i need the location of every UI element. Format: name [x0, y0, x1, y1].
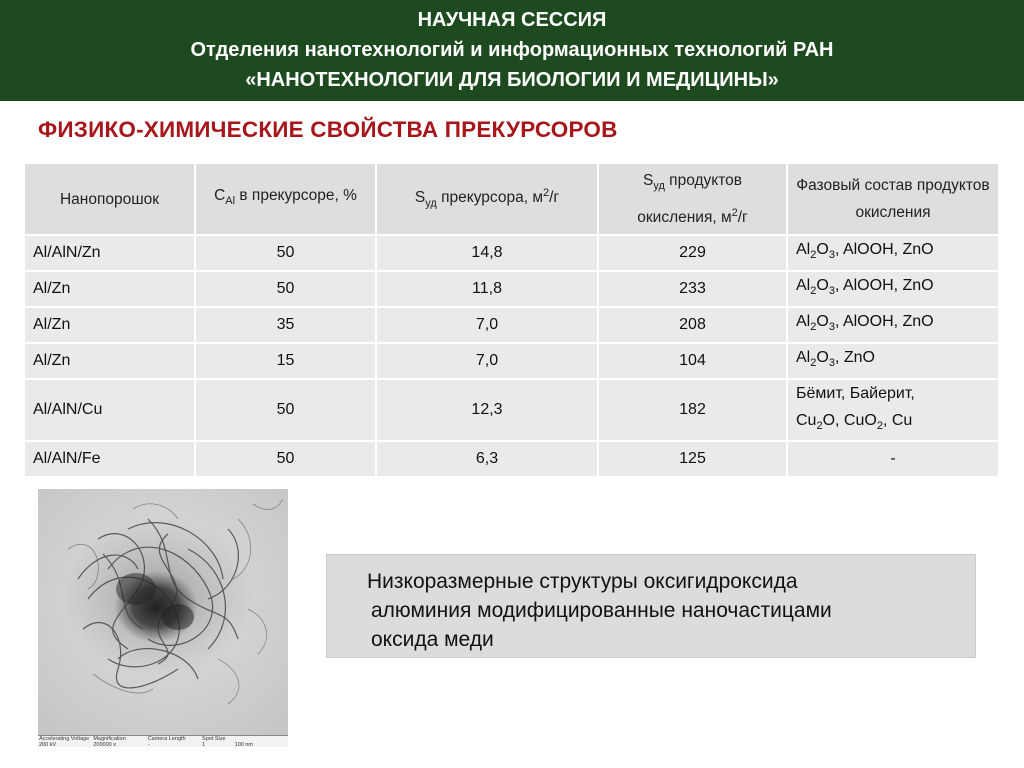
caption-mag-label: Magnification — [93, 736, 126, 742]
table-row — [25, 344, 1000, 380]
cell-powder: Al/AlN/Fe — [25, 442, 196, 478]
cell-powder: Al/Zn — [25, 272, 196, 308]
phase-line-1: Бёмит, Байерит, — [796, 385, 915, 402]
header-phase: Фазовый состав продуктов окисления — [788, 164, 1000, 236]
precursor-properties-table — [25, 164, 1000, 478]
cell-phase: - — [788, 442, 1000, 478]
description-box — [326, 554, 976, 658]
tem-micrograph — [38, 489, 288, 747]
caption-voltage-label: Accelerating Voltage — [39, 736, 90, 742]
cell-phase: $Al_2O_3$, ZnO — [788, 344, 1000, 380]
micrograph-caption — [38, 735, 288, 747]
cell-powder: Al/AlN/Cu — [25, 380, 196, 442]
cell-c-al: 50 — [196, 272, 377, 308]
table-row — [25, 272, 1000, 308]
caption-voltage-value: 200 kV — [39, 741, 57, 747]
cell-s-oxidation: 125 — [599, 442, 788, 478]
cell-s-oxidation: 104 — [599, 344, 788, 380]
cell-c-al: 35 — [196, 308, 377, 344]
phase-line-2: $Cu_2O$, CuO$_2$, Cu — [796, 412, 913, 433]
table-header-row — [25, 164, 1000, 236]
cell-s-oxidation: 233 — [599, 272, 788, 308]
cell-s-precursor: 6,3 — [377, 442, 599, 478]
cell-s-precursor: 12,3 — [377, 380, 599, 442]
slide-title: ФИЗИКО-ХИМИЧЕСКИЕ СВОЙСТВА ПРЕКУРСОРОВ — [38, 117, 618, 142]
cell-s-precursor: 7,0 — [377, 344, 599, 380]
cell-s-oxidation: 229 — [599, 236, 788, 272]
header-s-oxidation: $S_{уд}$ продуктов окисления, $м^2/г$ — [599, 164, 788, 236]
nanostructure-image — [38, 489, 288, 735]
caption-camera-label: Camera Length — [147, 736, 186, 742]
caption-scale-value: 100 nm — [234, 741, 253, 747]
cell-s-oxidation: 182 — [599, 380, 788, 442]
cell-phase: $Al_2O_3$, AlOOH, ZnO — [788, 236, 1000, 272]
cell-s-precursor: 14,8 — [377, 236, 599, 272]
cell-powder: Al/AlN/Zn — [25, 236, 196, 272]
header-powder: Нанопорошок — [25, 164, 196, 236]
description-line-2: алюминия модифицированные наночастицами — [371, 599, 832, 622]
table-row — [25, 308, 1000, 344]
table-row — [25, 236, 1000, 272]
caption-mag-value: 200000 x — [93, 741, 116, 747]
cell-c-al: 50 — [196, 380, 377, 442]
cell-s-precursor: 11,8 — [377, 272, 599, 308]
caption-camera-value: - — [147, 741, 150, 747]
header-c-al: $C_{Al}$ в прекурсоре, % — [196, 164, 377, 236]
caption-spot-value: 1 — [202, 741, 206, 747]
cell-powder: Al/Zn — [25, 308, 196, 344]
cell-powder: Al/Zn — [25, 344, 196, 380]
cell-s-precursor: 7,0 — [377, 308, 599, 344]
table-row — [25, 380, 1000, 442]
cell-phase: $Al_2O_3$, AlOOH, ZnO — [788, 272, 1000, 308]
table-row — [25, 442, 1000, 478]
description-line-1: Низкоразмерные структуры оксигидроксида — [367, 570, 798, 593]
header-line-3: «НАНОТЕХНОЛОГИИ ДЛЯ БИОЛОГИИ И МЕДИЦИНЫ» — [245, 69, 779, 91]
cell-c-al: 50 — [196, 236, 377, 272]
cell-phase: $Al_2O_3$, AlOOH, ZnO — [788, 308, 1000, 344]
cell-phase — [788, 380, 1000, 442]
header-line-1: НАУЧНАЯ СЕССИЯ — [417, 9, 607, 31]
session-header — [0, 0, 1024, 101]
header-line-2: Отделения нанотехнологий и информационных технологий РАН — [190, 39, 834, 61]
cell-c-al: 15 — [196, 344, 377, 380]
cell-s-oxidation: 208 — [599, 308, 788, 344]
caption-spot-label: Spot Size — [202, 736, 226, 742]
description-line-3: оксида меди — [371, 628, 494, 651]
header-s-precursor: $S_{уд}$ прекурсора, $м^2/г$ — [377, 164, 599, 236]
cell-c-al: 50 — [196, 442, 377, 478]
